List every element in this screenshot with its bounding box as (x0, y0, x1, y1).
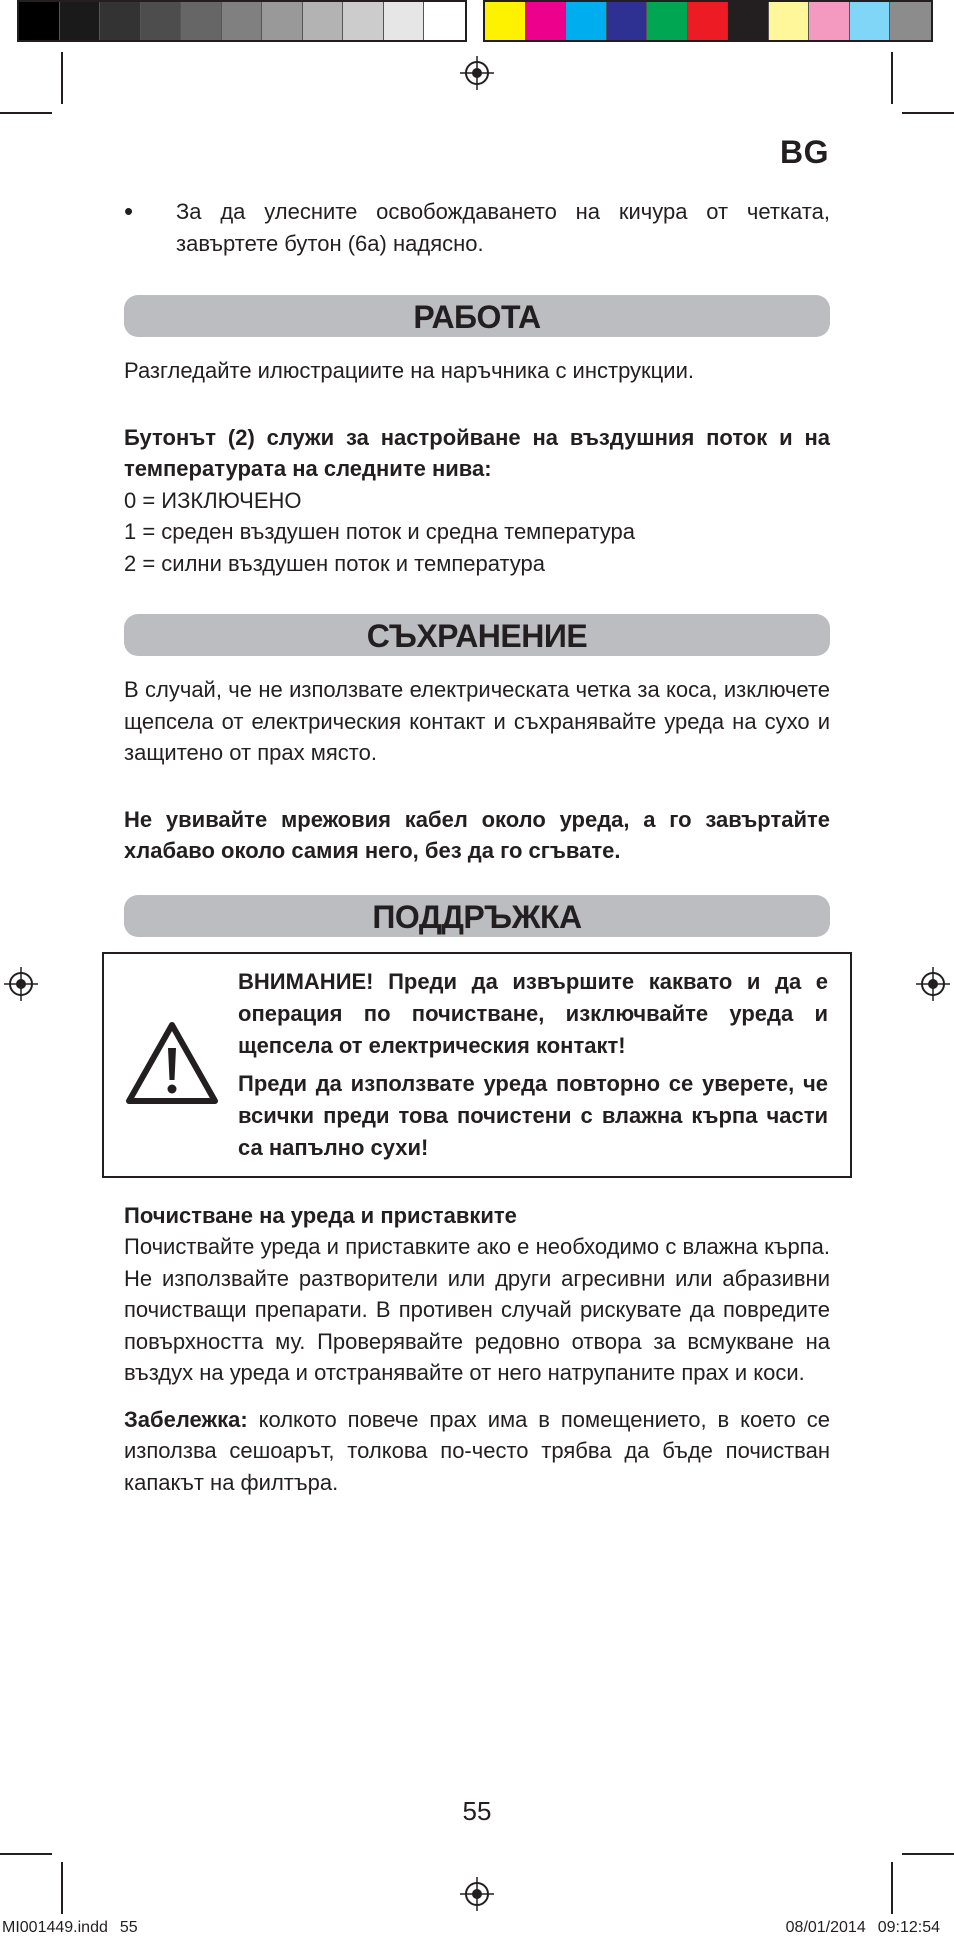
section-heading-maintenance: ПОДДРЪЖКА (124, 895, 830, 937)
warning-box (102, 952, 852, 1178)
section-heading-storage: СЪХРАНЕНИЕ (124, 614, 830, 656)
storage-cable-note: Не увивайте мрежовия кабел около уреда, а го завъртайте хлабаво около самия него, без да го сгъвате. (124, 806, 830, 863)
color-swatch (100, 2, 141, 40)
slug-date: 08/01/2014 (785, 1919, 866, 1936)
color-swatch (728, 2, 769, 40)
process-color-bar (483, 0, 933, 42)
color-swatch (688, 2, 729, 40)
warning-text-disconnect: ВНИМАНИЕ! Преди да извършите каквато и да е операция по почистване, изключвайте уреда и щепсела от електрическия контакт! (238, 968, 828, 1058)
warning-text-dry: Преди да използвате уреда повторно се уверете, че всички преди това почистени с влажна кърпа части са напълно сухи! (238, 1070, 828, 1160)
color-swatch (181, 2, 222, 40)
color-swatch (890, 2, 931, 40)
slug-timestamp (786, 1919, 940, 1937)
crop-mark (902, 112, 954, 114)
color-swatch (566, 2, 607, 40)
cleaning-title: Почистване на уреда и приставките (124, 1202, 517, 1228)
crop-mark (902, 1853, 954, 1855)
operation-level-1: 1 = среден въздушен поток и средна температура (124, 519, 635, 544)
color-swatch (343, 2, 384, 40)
crop-mark (0, 1853, 52, 1855)
grayscale-color-bar (17, 0, 467, 42)
color-swatch (424, 2, 465, 40)
intro-bullet-text: За да улесните освобождаването на кичура от четката, завъртете бутон (6a) надясно. (176, 199, 830, 256)
warning-triangle-icon (124, 1020, 220, 1106)
intro-bullet (124, 196, 830, 260)
storage-text: В случай, че не използвате електрическата четка за коса, изключете щепсела от електрическия контакт и съхранявайте уреда на сухо и защитено от прах място. (124, 677, 830, 765)
color-swatch (19, 2, 60, 40)
crop-mark (61, 1862, 63, 1914)
filter-note (124, 1404, 830, 1499)
color-swatch (526, 2, 567, 40)
crop-mark (891, 1862, 893, 1914)
registration-mark-icon (4, 967, 38, 1001)
registration-mark-icon (460, 56, 494, 90)
color-swatch (485, 2, 526, 40)
operation-intro: Разгледайте илюстрациите на наръчника с инструкции. (124, 358, 694, 383)
color-swatch (809, 2, 850, 40)
registration-mark-icon (460, 1877, 494, 1911)
cleaning-text: Почиствайте уреда и приставките ако е необходимо с влажна кърпа. Не използвайте разтворители или други агресивни или абразивни почистващи препарати. В противен случай рискувате да повредите повърхността му. Проверявайте редовно отвора за всмукване на въздух на уреда и отстранявайте от него натрупаните прах и коси. (124, 1234, 830, 1385)
bullet-marker: • (124, 196, 134, 226)
color-swatch (222, 2, 263, 40)
crop-mark (891, 52, 893, 104)
color-swatch (769, 2, 810, 40)
slug-file-name: MI001449.indd (2, 1919, 108, 1936)
section-heading-operation: РАБОТА (124, 295, 830, 337)
operation-level-0: 0 = ИЗКЛЮЧЕНО (124, 487, 302, 513)
slug-file-info (2, 1919, 138, 1937)
crop-mark (61, 52, 63, 104)
color-swatch (262, 2, 303, 40)
language-code: BG (780, 134, 829, 170)
color-swatch (303, 2, 344, 40)
operation-button-description: Бутонът (2) служи за настройване на въздушния поток и на температурата на следните нива: (124, 424, 830, 481)
color-swatch (384, 2, 425, 40)
color-swatch (850, 2, 891, 40)
note-label: Забележка: (124, 1406, 248, 1432)
page-content (124, 196, 830, 1498)
color-swatch (141, 2, 182, 40)
operation-level-2: 2 = силни въздушен поток и температура (124, 550, 546, 576)
color-swatch (60, 2, 101, 40)
crop-mark (0, 112, 52, 114)
registration-mark-icon (916, 967, 950, 1001)
slug-time: 09:12:54 (877, 1919, 940, 1936)
slug-file-page: 55 (119, 1919, 138, 1936)
color-swatch (647, 2, 688, 40)
color-swatch (607, 2, 648, 40)
note-text: колкото повече прах има в помещението, в което се използва сешоарът, толкова по-често трябва да бъде почистван капакът на филтъра. (124, 1406, 830, 1495)
page-number: 55 (462, 1796, 492, 1826)
